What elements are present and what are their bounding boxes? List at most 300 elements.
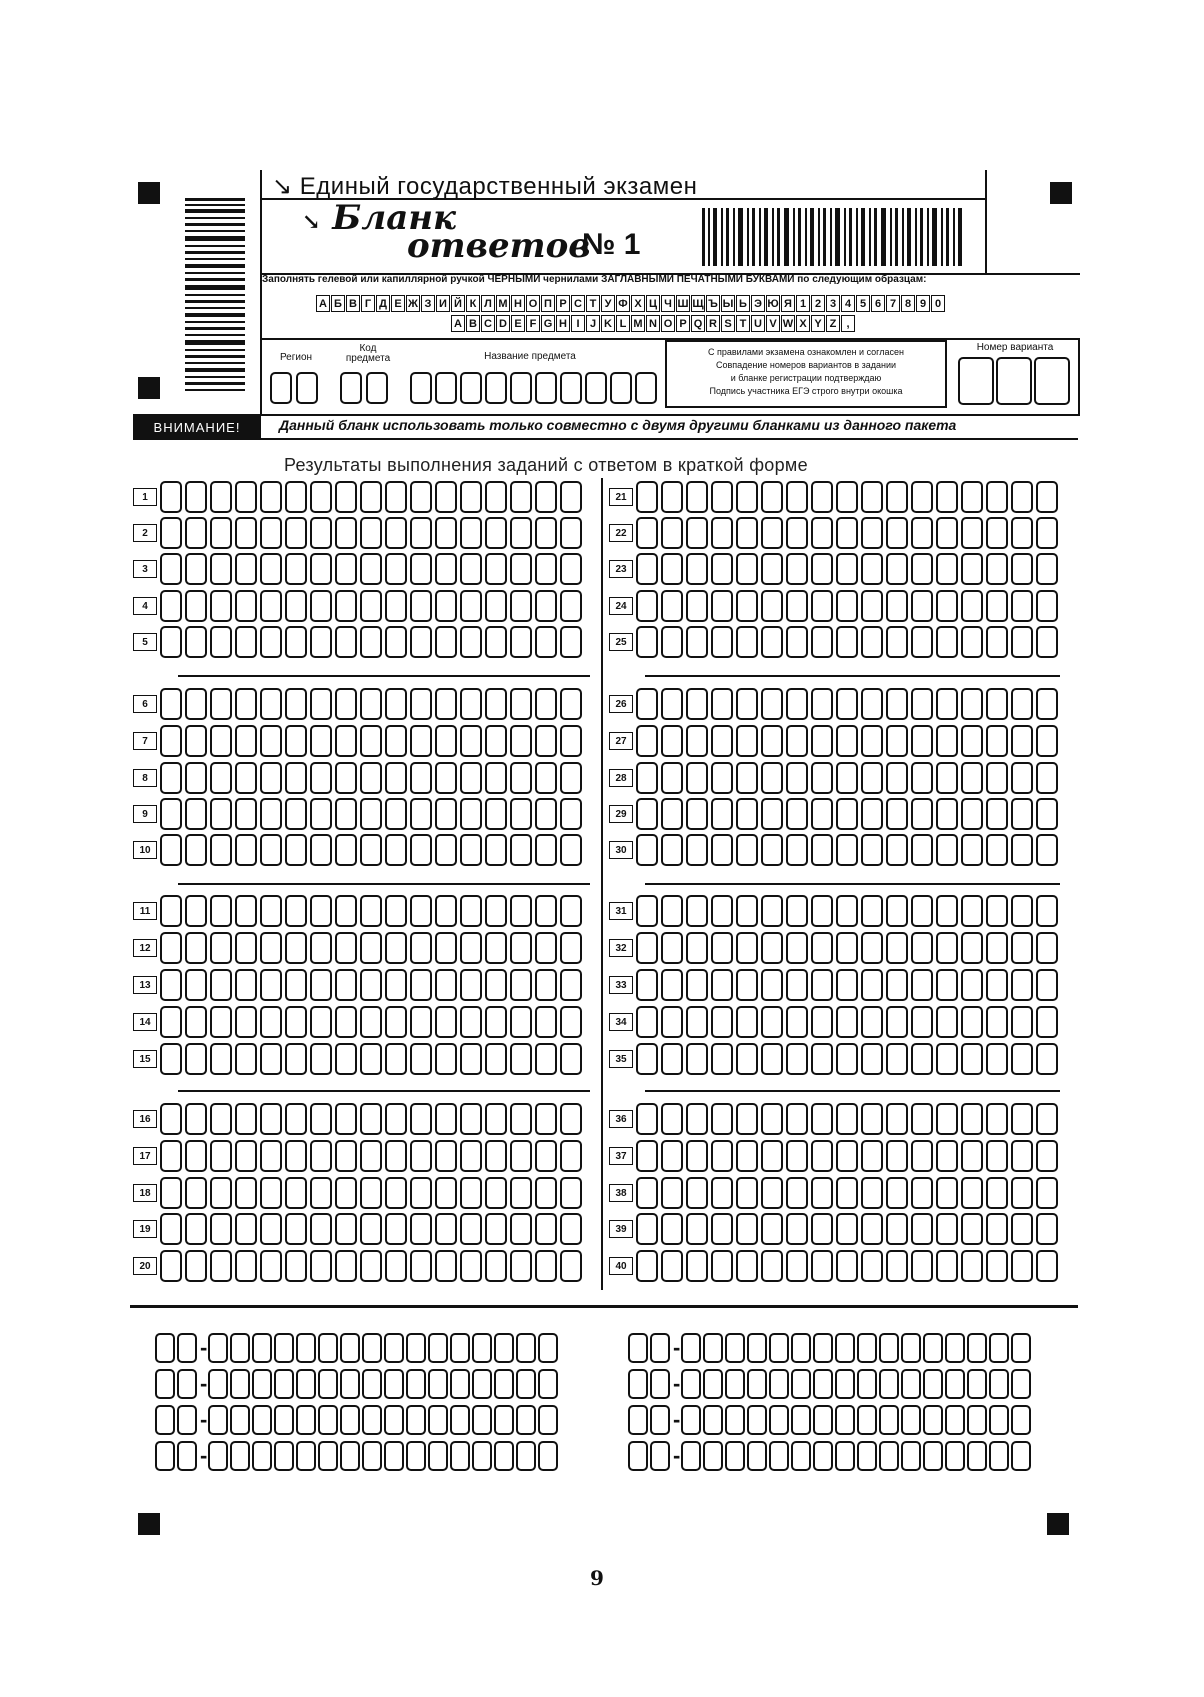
- answer-char-box[interactable]: [510, 1177, 532, 1209]
- answer-char-box[interactable]: [936, 762, 958, 794]
- answer-char-box[interactable]: [686, 762, 708, 794]
- answer-char-box[interactable]: [335, 932, 357, 964]
- replacement-answer-box[interactable]: [1011, 1405, 1031, 1435]
- replacement-answer-box[interactable]: [813, 1333, 833, 1363]
- answer-char-box[interactable]: [736, 725, 758, 757]
- answer-char-box[interactable]: [836, 1103, 858, 1135]
- answer-char-box[interactable]: [811, 1140, 833, 1172]
- answer-char-box[interactable]: [310, 1043, 332, 1075]
- replacement-answer-box[interactable]: [1011, 1369, 1031, 1399]
- answer-char-box[interactable]: [160, 895, 182, 927]
- answer-char-box[interactable]: [1036, 834, 1058, 866]
- replacement-answer-box[interactable]: [208, 1405, 228, 1435]
- answer-char-box[interactable]: [936, 798, 958, 830]
- answer-char-box[interactable]: [235, 1043, 257, 1075]
- answer-char-box[interactable]: [210, 834, 232, 866]
- replacement-answer-box[interactable]: [901, 1405, 921, 1435]
- answer-char-box[interactable]: [460, 725, 482, 757]
- answer-char-box[interactable]: [185, 834, 207, 866]
- answer-char-box[interactable]: [410, 1177, 432, 1209]
- answer-char-box[interactable]: [761, 481, 783, 513]
- replacement-answer-box[interactable]: [340, 1369, 360, 1399]
- answer-char-box[interactable]: [560, 1140, 582, 1172]
- answer-char-box[interactable]: [510, 1250, 532, 1282]
- replacement-task-number-box[interactable]: [650, 1333, 670, 1363]
- answer-char-box[interactable]: [736, 969, 758, 1001]
- answer-char-box[interactable]: [836, 553, 858, 585]
- answer-char-box[interactable]: [986, 969, 1008, 1001]
- answer-char-box[interactable]: [1011, 1177, 1033, 1209]
- answer-char-box[interactable]: [936, 969, 958, 1001]
- answer-char-box[interactable]: [235, 798, 257, 830]
- answer-char-box[interactable]: [861, 1250, 883, 1282]
- answer-char-box[interactable]: [510, 762, 532, 794]
- answer-char-box[interactable]: [510, 895, 532, 927]
- replacement-answer-box[interactable]: [472, 1441, 492, 1471]
- replacement-answer-box[interactable]: [406, 1333, 426, 1363]
- answer-char-box[interactable]: [285, 481, 307, 513]
- answer-char-box[interactable]: [560, 895, 582, 927]
- answer-char-box[interactable]: [410, 932, 432, 964]
- answer-char-box[interactable]: [1036, 1250, 1058, 1282]
- answer-char-box[interactable]: [986, 1177, 1008, 1209]
- answer-char-box[interactable]: [160, 1140, 182, 1172]
- answer-char-box[interactable]: [1011, 932, 1033, 964]
- answer-char-box[interactable]: [736, 1043, 758, 1075]
- answer-char-box[interactable]: [786, 590, 808, 622]
- answer-char-box[interactable]: [485, 798, 507, 830]
- answer-char-box[interactable]: [160, 1213, 182, 1245]
- answer-char-box[interactable]: [260, 1103, 282, 1135]
- answer-char-box[interactable]: [911, 1213, 933, 1245]
- answer-char-box[interactable]: [510, 517, 532, 549]
- answer-char-box[interactable]: [761, 1213, 783, 1245]
- answer-char-box[interactable]: [510, 798, 532, 830]
- answer-char-box[interactable]: [435, 553, 457, 585]
- replacement-answer-box[interactable]: [318, 1405, 338, 1435]
- answer-char-box[interactable]: [360, 969, 382, 1001]
- answer-char-box[interactable]: [485, 895, 507, 927]
- answer-char-box[interactable]: [786, 969, 808, 1001]
- answer-char-box[interactable]: [260, 798, 282, 830]
- answer-char-box[interactable]: [535, 762, 557, 794]
- answer-char-box[interactable]: [786, 1006, 808, 1038]
- subject-name-char-box[interactable]: [485, 372, 507, 404]
- answer-char-box[interactable]: [661, 1250, 683, 1282]
- answer-char-box[interactable]: [636, 1140, 658, 1172]
- answer-char-box[interactable]: [335, 1140, 357, 1172]
- answer-char-box[interactable]: [711, 1043, 733, 1075]
- answer-char-box[interactable]: [535, 834, 557, 866]
- answer-char-box[interactable]: [310, 798, 332, 830]
- answer-char-box[interactable]: [661, 725, 683, 757]
- answer-char-box[interactable]: [260, 834, 282, 866]
- answer-char-box[interactable]: [285, 762, 307, 794]
- replacement-answer-box[interactable]: [813, 1405, 833, 1435]
- answer-char-box[interactable]: [285, 626, 307, 658]
- replacement-answer-box[interactable]: [923, 1405, 943, 1435]
- region-digit-box[interactable]: [270, 372, 292, 404]
- answer-char-box[interactable]: [1036, 481, 1058, 513]
- answer-char-box[interactable]: [485, 1250, 507, 1282]
- answer-char-box[interactable]: [210, 932, 232, 964]
- answer-char-box[interactable]: [510, 969, 532, 1001]
- answer-char-box[interactable]: [235, 517, 257, 549]
- answer-char-box[interactable]: [636, 762, 658, 794]
- answer-char-box[interactable]: [1011, 798, 1033, 830]
- answer-char-box[interactable]: [160, 1103, 182, 1135]
- answer-char-box[interactable]: [861, 798, 883, 830]
- replacement-task-number-box[interactable]: [155, 1369, 175, 1399]
- answer-char-box[interactable]: [736, 1103, 758, 1135]
- answer-char-box[interactable]: [385, 517, 407, 549]
- answer-char-box[interactable]: [285, 1177, 307, 1209]
- answer-char-box[interactable]: [210, 895, 232, 927]
- answer-char-box[interactable]: [160, 590, 182, 622]
- answer-char-box[interactable]: [485, 834, 507, 866]
- answer-char-box[interactable]: [986, 895, 1008, 927]
- answer-char-box[interactable]: [686, 553, 708, 585]
- replacement-answer-box[interactable]: [362, 1333, 382, 1363]
- answer-char-box[interactable]: [761, 1177, 783, 1209]
- answer-char-box[interactable]: [811, 1103, 833, 1135]
- answer-char-box[interactable]: [560, 517, 582, 549]
- answer-char-box[interactable]: [460, 590, 482, 622]
- answer-char-box[interactable]: [736, 1006, 758, 1038]
- answer-char-box[interactable]: [235, 895, 257, 927]
- answer-char-box[interactable]: [235, 1213, 257, 1245]
- replacement-answer-box[interactable]: [296, 1369, 316, 1399]
- answer-char-box[interactable]: [811, 834, 833, 866]
- answer-char-box[interactable]: [260, 1177, 282, 1209]
- answer-char-box[interactable]: [836, 1213, 858, 1245]
- answer-char-box[interactable]: [210, 762, 232, 794]
- answer-char-box[interactable]: [836, 895, 858, 927]
- answer-char-box[interactable]: [485, 626, 507, 658]
- answer-char-box[interactable]: [410, 1103, 432, 1135]
- answer-char-box[interactable]: [435, 481, 457, 513]
- answer-char-box[interactable]: [1011, 1213, 1033, 1245]
- answer-char-box[interactable]: [761, 553, 783, 585]
- answer-char-box[interactable]: [260, 1043, 282, 1075]
- answer-char-box[interactable]: [160, 688, 182, 720]
- answer-char-box[interactable]: [185, 481, 207, 513]
- replacement-answer-box[interactable]: [989, 1441, 1009, 1471]
- answer-char-box[interactable]: [636, 1250, 658, 1282]
- answer-char-box[interactable]: [285, 590, 307, 622]
- answer-char-box[interactable]: [160, 969, 182, 1001]
- answer-char-box[interactable]: [986, 481, 1008, 513]
- answer-char-box[interactable]: [410, 626, 432, 658]
- answer-char-box[interactable]: [711, 834, 733, 866]
- answer-char-box[interactable]: [711, 1177, 733, 1209]
- answer-char-box[interactable]: [786, 798, 808, 830]
- answer-char-box[interactable]: [986, 725, 1008, 757]
- answer-char-box[interactable]: [861, 1177, 883, 1209]
- answer-char-box[interactable]: [661, 1177, 683, 1209]
- replacement-answer-box[interactable]: [945, 1369, 965, 1399]
- answer-char-box[interactable]: [285, 725, 307, 757]
- replacement-task-number-box[interactable]: [650, 1405, 670, 1435]
- replacement-answer-box[interactable]: [230, 1405, 250, 1435]
- answer-char-box[interactable]: [335, 1043, 357, 1075]
- answer-char-box[interactable]: [285, 969, 307, 1001]
- answer-char-box[interactable]: [310, 969, 332, 1001]
- answer-char-box[interactable]: [886, 725, 908, 757]
- answer-char-box[interactable]: [1011, 481, 1033, 513]
- answer-char-box[interactable]: [786, 895, 808, 927]
- answer-char-box[interactable]: [661, 834, 683, 866]
- answer-char-box[interactable]: [936, 1103, 958, 1135]
- answer-char-box[interactable]: [686, 834, 708, 866]
- answer-char-box[interactable]: [410, 1043, 432, 1075]
- replacement-answer-box[interactable]: [791, 1369, 811, 1399]
- answer-char-box[interactable]: [460, 626, 482, 658]
- replacement-answer-box[interactable]: [813, 1369, 833, 1399]
- replacement-task-number-box[interactable]: [650, 1441, 670, 1471]
- answer-char-box[interactable]: [185, 688, 207, 720]
- answer-char-box[interactable]: [285, 688, 307, 720]
- replacement-answer-box[interactable]: [989, 1333, 1009, 1363]
- replacement-answer-box[interactable]: [252, 1405, 272, 1435]
- replacement-answer-box[interactable]: [725, 1333, 745, 1363]
- answer-char-box[interactable]: [310, 932, 332, 964]
- answer-char-box[interactable]: [861, 688, 883, 720]
- answer-char-box[interactable]: [485, 590, 507, 622]
- answer-char-box[interactable]: [160, 1250, 182, 1282]
- answer-char-box[interactable]: [1011, 834, 1033, 866]
- answer-char-box[interactable]: [435, 1177, 457, 1209]
- replacement-answer-box[interactable]: [296, 1441, 316, 1471]
- answer-char-box[interactable]: [661, 1043, 683, 1075]
- answer-char-box[interactable]: [335, 481, 357, 513]
- answer-char-box[interactable]: [485, 1103, 507, 1135]
- replacement-answer-box[interactable]: [967, 1333, 987, 1363]
- answer-char-box[interactable]: [360, 1140, 382, 1172]
- answer-char-box[interactable]: [560, 626, 582, 658]
- answer-char-box[interactable]: [410, 798, 432, 830]
- answer-char-box[interactable]: [961, 1043, 983, 1075]
- answer-char-box[interactable]: [961, 1250, 983, 1282]
- replacement-answer-box[interactable]: [747, 1441, 767, 1471]
- answer-char-box[interactable]: [410, 553, 432, 585]
- answer-char-box[interactable]: [535, 688, 557, 720]
- answer-char-box[interactable]: [510, 932, 532, 964]
- answer-char-box[interactable]: [485, 517, 507, 549]
- answer-char-box[interactable]: [661, 590, 683, 622]
- answer-char-box[interactable]: [360, 1213, 382, 1245]
- answer-char-box[interactable]: [786, 834, 808, 866]
- answer-char-box[interactable]: [485, 1177, 507, 1209]
- answer-char-box[interactable]: [786, 725, 808, 757]
- answer-char-box[interactable]: [510, 834, 532, 866]
- answer-char-box[interactable]: [485, 1006, 507, 1038]
- answer-char-box[interactable]: [1011, 1006, 1033, 1038]
- answer-char-box[interactable]: [360, 834, 382, 866]
- answer-char-box[interactable]: [636, 517, 658, 549]
- answer-char-box[interactable]: [435, 626, 457, 658]
- answer-char-box[interactable]: [636, 895, 658, 927]
- replacement-answer-box[interactable]: [538, 1441, 558, 1471]
- replacement-answer-box[interactable]: [967, 1369, 987, 1399]
- replacement-task-number-box[interactable]: [628, 1333, 648, 1363]
- answer-char-box[interactable]: [786, 762, 808, 794]
- replacement-answer-box[interactable]: [274, 1405, 294, 1435]
- answer-char-box[interactable]: [360, 517, 382, 549]
- answer-char-box[interactable]: [485, 932, 507, 964]
- answer-char-box[interactable]: [535, 1140, 557, 1172]
- answer-char-box[interactable]: [886, 1213, 908, 1245]
- answer-char-box[interactable]: [836, 932, 858, 964]
- answer-char-box[interactable]: [886, 481, 908, 513]
- answer-char-box[interactable]: [385, 1006, 407, 1038]
- replacement-answer-box[interactable]: [538, 1405, 558, 1435]
- answer-char-box[interactable]: [836, 481, 858, 513]
- answer-char-box[interactable]: [686, 798, 708, 830]
- answer-char-box[interactable]: [886, 762, 908, 794]
- answer-char-box[interactable]: [260, 1213, 282, 1245]
- answer-char-box[interactable]: [185, 1043, 207, 1075]
- answer-char-box[interactable]: [485, 725, 507, 757]
- answer-char-box[interactable]: [686, 895, 708, 927]
- answer-char-box[interactable]: [210, 626, 232, 658]
- answer-char-box[interactable]: [535, 895, 557, 927]
- answer-char-box[interactable]: [435, 1043, 457, 1075]
- subject-name-char-box[interactable]: [435, 372, 457, 404]
- answer-char-box[interactable]: [861, 553, 883, 585]
- replacement-answer-box[interactable]: [362, 1405, 382, 1435]
- answer-char-box[interactable]: [285, 553, 307, 585]
- answer-char-box[interactable]: [836, 1043, 858, 1075]
- answer-char-box[interactable]: [761, 895, 783, 927]
- answer-char-box[interactable]: [686, 517, 708, 549]
- answer-char-box[interactable]: [961, 553, 983, 585]
- answer-char-box[interactable]: [560, 1103, 582, 1135]
- replacement-answer-box[interactable]: [879, 1333, 899, 1363]
- answer-char-box[interactable]: [811, 481, 833, 513]
- answer-char-box[interactable]: [185, 553, 207, 585]
- answer-char-box[interactable]: [260, 725, 282, 757]
- answer-char-box[interactable]: [886, 969, 908, 1001]
- answer-char-box[interactable]: [936, 1177, 958, 1209]
- answer-char-box[interactable]: [160, 553, 182, 585]
- answer-char-box[interactable]: [310, 553, 332, 585]
- answer-char-box[interactable]: [185, 1213, 207, 1245]
- answer-char-box[interactable]: [686, 932, 708, 964]
- answer-char-box[interactable]: [310, 834, 332, 866]
- answer-char-box[interactable]: [235, 932, 257, 964]
- answer-char-box[interactable]: [1011, 626, 1033, 658]
- answer-char-box[interactable]: [986, 626, 1008, 658]
- answer-char-box[interactable]: [711, 932, 733, 964]
- answer-char-box[interactable]: [911, 1250, 933, 1282]
- answer-char-box[interactable]: [360, 762, 382, 794]
- answer-char-box[interactable]: [185, 517, 207, 549]
- replacement-answer-box[interactable]: [791, 1405, 811, 1435]
- answer-char-box[interactable]: [460, 1250, 482, 1282]
- answer-char-box[interactable]: [160, 517, 182, 549]
- answer-char-box[interactable]: [460, 969, 482, 1001]
- answer-char-box[interactable]: [1011, 1250, 1033, 1282]
- answer-char-box[interactable]: [686, 688, 708, 720]
- replacement-answer-box[interactable]: [472, 1405, 492, 1435]
- replacement-answer-box[interactable]: [450, 1405, 470, 1435]
- answer-char-box[interactable]: [410, 895, 432, 927]
- answer-char-box[interactable]: [435, 1103, 457, 1135]
- answer-char-box[interactable]: [811, 798, 833, 830]
- answer-char-box[interactable]: [1011, 895, 1033, 927]
- answer-char-box[interactable]: [410, 762, 432, 794]
- answer-char-box[interactable]: [761, 762, 783, 794]
- answer-char-box[interactable]: [435, 517, 457, 549]
- replacement-answer-box[interactable]: [703, 1369, 723, 1399]
- replacement-answer-box[interactable]: [450, 1441, 470, 1471]
- answer-char-box[interactable]: [160, 1043, 182, 1075]
- answer-char-box[interactable]: [986, 1006, 1008, 1038]
- answer-char-box[interactable]: [360, 626, 382, 658]
- answer-char-box[interactable]: [185, 1103, 207, 1135]
- replacement-answer-box[interactable]: [494, 1369, 514, 1399]
- answer-char-box[interactable]: [410, 1006, 432, 1038]
- answer-char-box[interactable]: [761, 1103, 783, 1135]
- answer-char-box[interactable]: [811, 932, 833, 964]
- answer-char-box[interactable]: [761, 517, 783, 549]
- answer-char-box[interactable]: [961, 1213, 983, 1245]
- answer-char-box[interactable]: [911, 1177, 933, 1209]
- answer-char-box[interactable]: [460, 1006, 482, 1038]
- answer-char-box[interactable]: [636, 932, 658, 964]
- answer-char-box[interactable]: [235, 1250, 257, 1282]
- answer-char-box[interactable]: [310, 688, 332, 720]
- answer-char-box[interactable]: [811, 762, 833, 794]
- answer-char-box[interactable]: [435, 932, 457, 964]
- replacement-answer-box[interactable]: [769, 1441, 789, 1471]
- answer-char-box[interactable]: [661, 969, 683, 1001]
- answer-char-box[interactable]: [435, 798, 457, 830]
- replacement-task-number-box[interactable]: [628, 1441, 648, 1471]
- answer-char-box[interactable]: [185, 762, 207, 794]
- answer-char-box[interactable]: [986, 932, 1008, 964]
- answer-char-box[interactable]: [560, 1177, 582, 1209]
- answer-char-box[interactable]: [761, 932, 783, 964]
- replacement-answer-box[interactable]: [252, 1333, 272, 1363]
- replacement-answer-box[interactable]: [1011, 1333, 1031, 1363]
- answer-char-box[interactable]: [861, 932, 883, 964]
- answer-char-box[interactable]: [961, 932, 983, 964]
- answer-char-box[interactable]: [460, 895, 482, 927]
- answer-char-box[interactable]: [661, 626, 683, 658]
- answer-char-box[interactable]: [185, 798, 207, 830]
- answer-char-box[interactable]: [661, 1213, 683, 1245]
- answer-char-box[interactable]: [535, 517, 557, 549]
- answer-char-box[interactable]: [761, 798, 783, 830]
- answer-char-box[interactable]: [1011, 590, 1033, 622]
- answer-char-box[interactable]: [560, 1213, 582, 1245]
- answer-char-box[interactable]: [385, 969, 407, 1001]
- answer-char-box[interactable]: [886, 590, 908, 622]
- replacement-answer-box[interactable]: [384, 1405, 404, 1435]
- answer-char-box[interactable]: [786, 1250, 808, 1282]
- subject-name-char-box[interactable]: [585, 372, 607, 404]
- answer-char-box[interactable]: [1011, 725, 1033, 757]
- answer-char-box[interactable]: [711, 895, 733, 927]
- replacement-answer-box[interactable]: [406, 1405, 426, 1435]
- answer-char-box[interactable]: [836, 1250, 858, 1282]
- replacement-answer-box[interactable]: [945, 1405, 965, 1435]
- answer-char-box[interactable]: [385, 725, 407, 757]
- answer-char-box[interactable]: [761, 1043, 783, 1075]
- replacement-answer-box[interactable]: [923, 1441, 943, 1471]
